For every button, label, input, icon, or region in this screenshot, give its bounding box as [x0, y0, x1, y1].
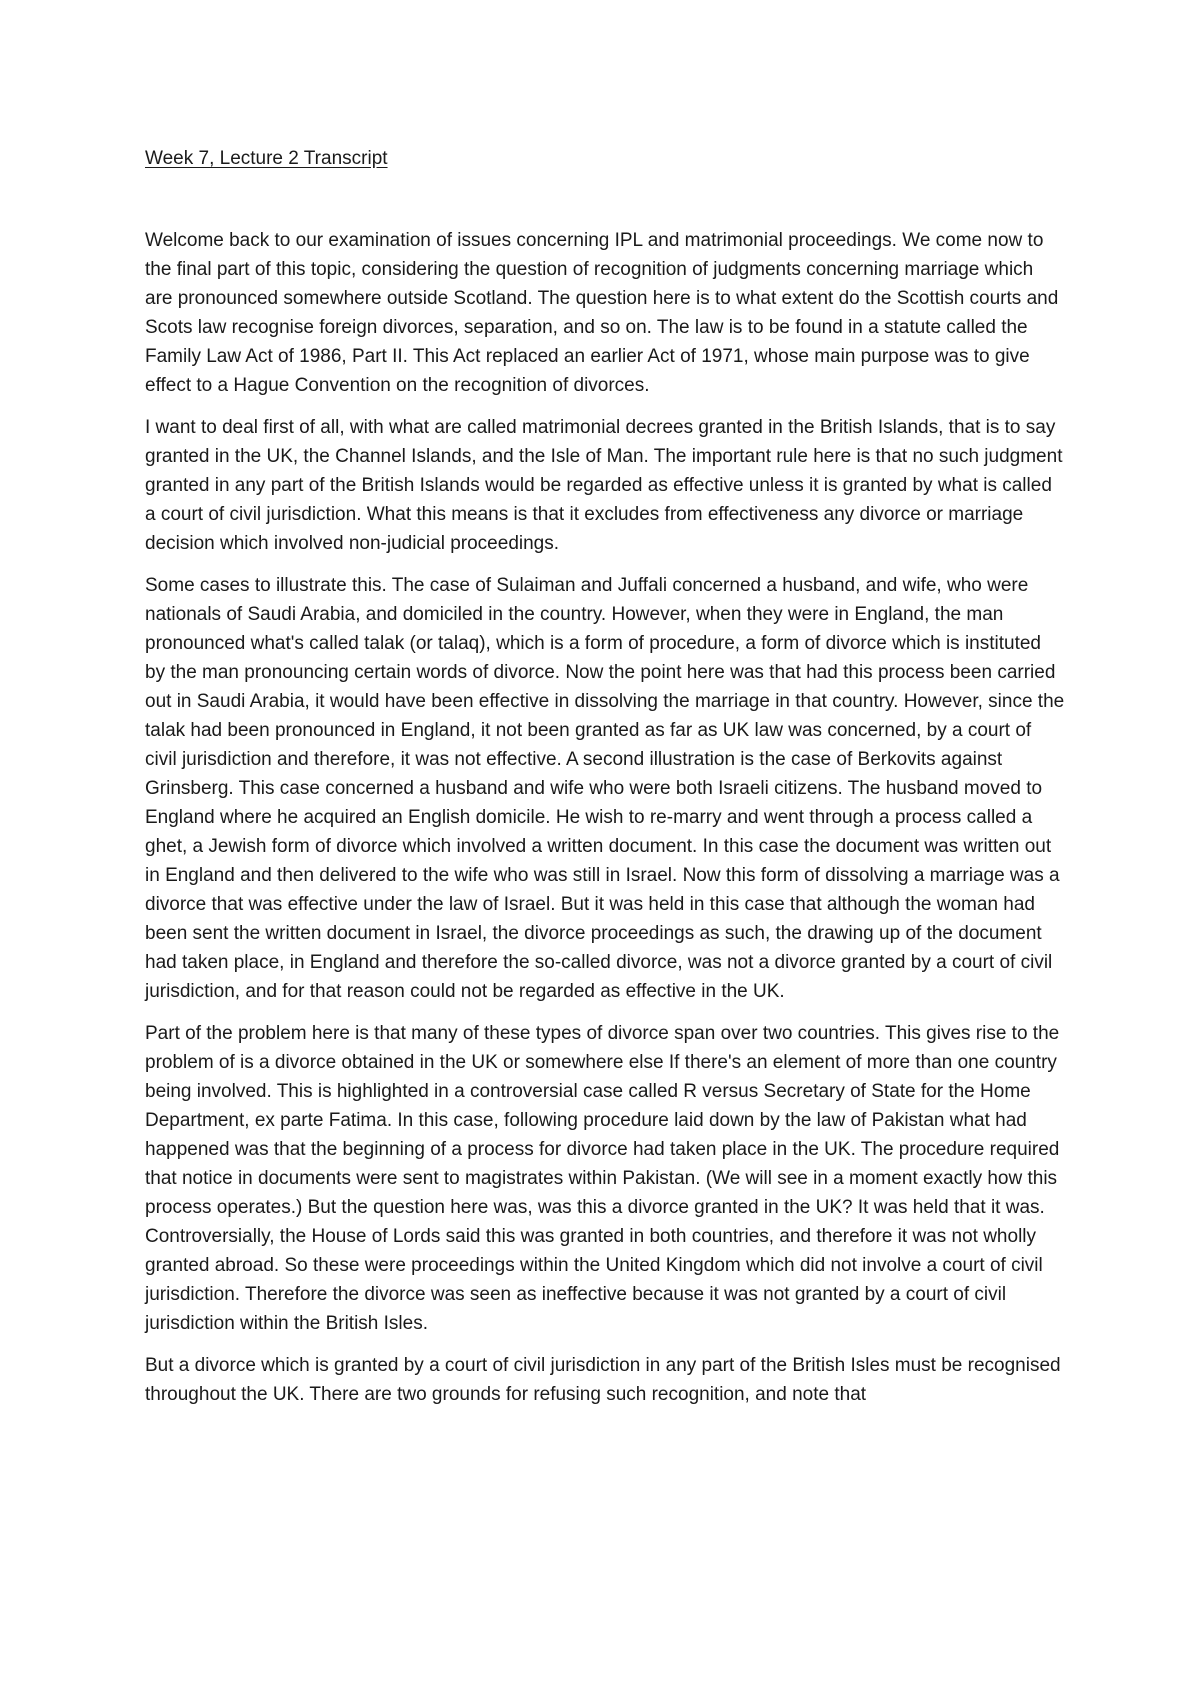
- paragraph-introduction: Welcome back to our examination of issues concerning IPL and matrimonial proceedings. We come now to the final part of this topic, considering the question of recognition of judgments concerning marriage which are pronounced somewhere outside Scotland. The question here is to what extent do the Scottish courts and Scots law recognise foreign divorces, separation, and so on. The law is to be found in a statute called the Family Law Act of 1986, Part II. This Act replaced an earlier Act of 1971, whose main purpose was to give effect to a Hague Convention on the recognition of divorces.: [145, 230, 1059, 396]
- paragraph-recognition-grounds: But a divorce which is granted by a court of civil jurisdiction in any part of the British Isles must be recognised throughout the UK. There are two grounds for refusing such recognition, and note that: [145, 1355, 1061, 1405]
- document-title: Week 7, Lecture 2 Transcript: [145, 148, 388, 169]
- paragraph-cross-border-problem: Part of the problem here is that many of these types of divorce span over two countries. This gives rise to the problem of is a divorce obtained in the UK or somewhere else If there's an element of more than one country being involved. This is highlighted in a controversial case called R versus Secretary of State for the Home Department, ex parte Fatima. In this case, following procedure laid down by the law of Pakistan what had happened was that the beginning of a process for divorce had taken place in the UK. The procedure required that notice in documents were sent to magistrates within Pakistan. (We will see in a moment exactly how this process operates.) But the question here was, was this a divorce granted in the UK? It was held that it was. Controversially, the House of Lords said this was granted in both countries, and therefore it was not wholly granted abroad. So these were proceedings within the United Kingdom which did not involve a court of civil jurisdiction. Therefore the divorce was seen as ineffective because it was not granted by a court of civil jurisdiction within the British Isles.: [145, 1023, 1060, 1334]
- paragraph-case-illustrations: Some cases to illustrate this. The case of Sulaiman and Juffali concerned a husband, and wife, who were nationals of Saudi Arabia, and domiciled in the country. However, when they were in England, the man pronounced what's called talak (or talaq), which is a form of procedure, a form of divorce which is instituted by the man pronouncing certain words of divorce. Now the point here was that had this process been carried out in Saudi Arabia, it would have been effective in dissolving the marriage in that country. However, since the talak had been pronounced in England, it not been granted as far as UK law was concerned, by a court of civil jurisdiction and therefore, it was not effective. A second illustration is the case of Berkovits against Grinsberg. This case concerned a husband and wife who were both Israeli citizens. The husband moved to England where he acquired an English domicile. He wish to re-marry and went through a process called a ghet, a Jewish form of divorce which involved a written document. In this case the document was written out in England and then delivered to the wife who was still in Israel. Now this form of dissolving a marriage was a divorce that was effective under the law of Israel. But it was held in this case that although the woman had been sent the written document in Israel, the divorce proceedings as such, the drawing up of the document had taken place, in England and therefore the so-called divorce, was not a divorce granted by a court of civil jurisdiction, and for that reason could not be regarded as effective in the UK.: [145, 575, 1065, 1002]
- document-body: [145, 144, 1065, 1422]
- paragraph-british-islands-decrees: I want to deal first of all, with what are called matrimonial decrees granted in the British Islands, that is to say granted in the UK, the Channel Islands, and the Isle of Man. The important rule here is that no such judgment granted in any part of the British Islands would be regarded as effective unless it is granted by what is called a court of civil jurisdiction. What this means is that it excludes from effectiveness any divorce or marriage decision which involved non-judicial proceedings.: [145, 417, 1063, 554]
